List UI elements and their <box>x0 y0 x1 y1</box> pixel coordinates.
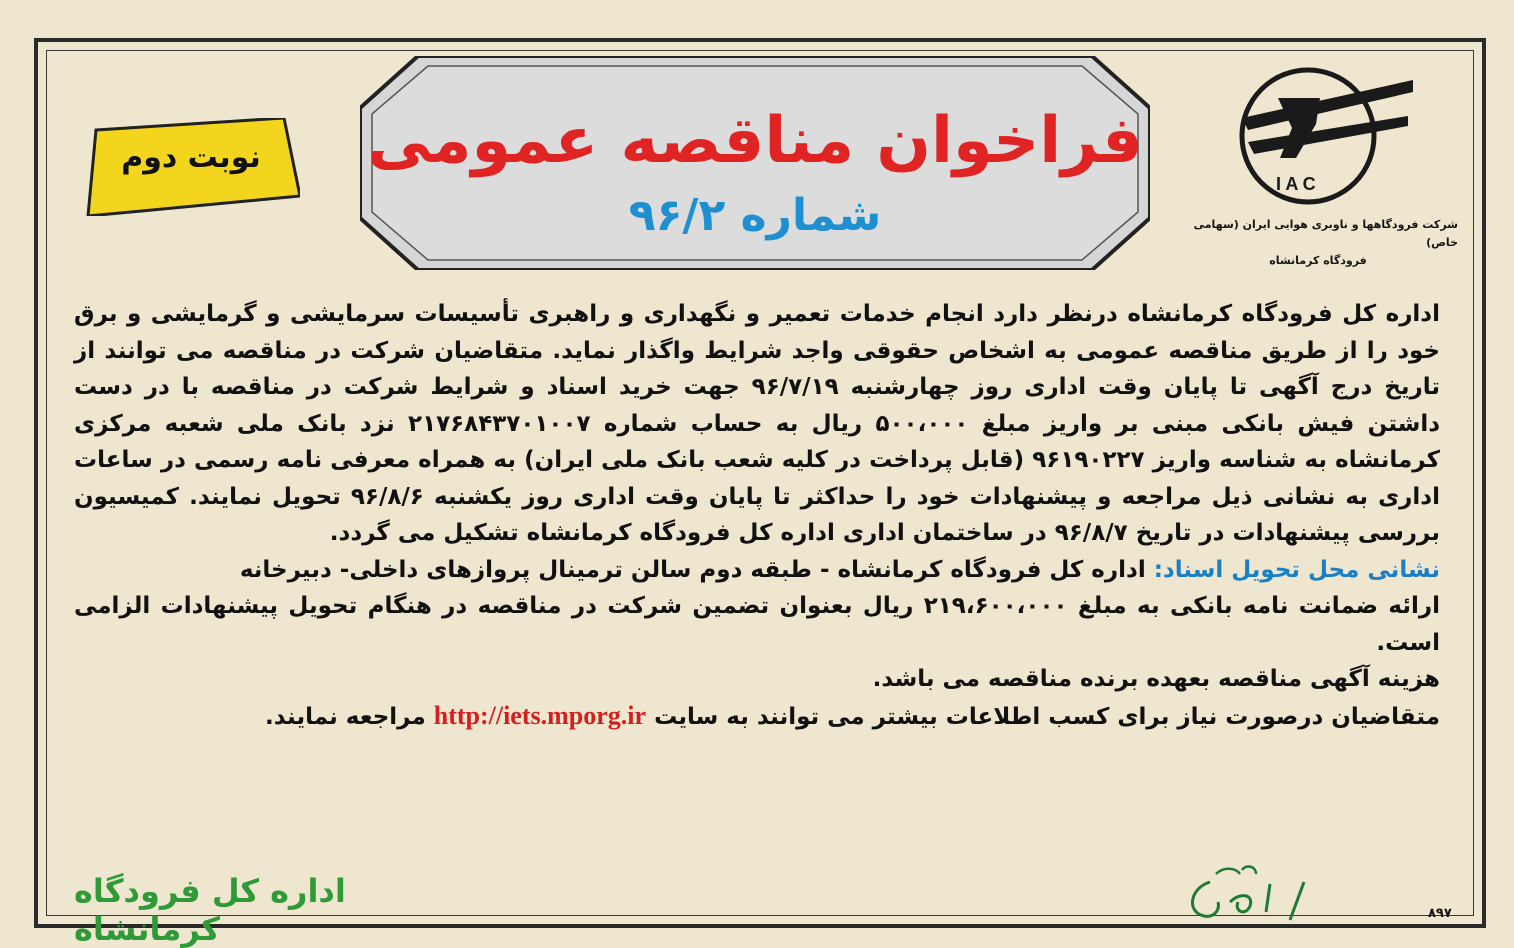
airplane-logo-icon <box>1208 58 1428 208</box>
paragraph-cost: هزینه آگهی مناقصه بعهده برنده مناقصه می باشد. <box>872 666 1440 692</box>
logo-caption <box>1178 216 1458 270</box>
paragraph-website <box>74 698 1440 736</box>
page-title: فراخوان مناقصه عمومی <box>367 104 1143 178</box>
badge-label: نوبت دوم <box>121 140 261 175</box>
signature-line: اداره کل فرودگاه کرمانشاه <box>74 872 346 948</box>
tender-number: شماره ۹۶/۲ <box>628 190 882 241</box>
website-text-after: مراجعه نمایند. <box>265 703 426 730</box>
paragraph-main: اداره کل فرودگاه کرمانشاه درنظر دارد انجام خدمات تعمیر و نگهداری و راهبری تأسیسات سرمایشی و گرمایشی و برق خود را از طریق مناقصه عمومی به اشخاص حقوقی واجد شرایط واگذار نماید. متقاضیان شرکت در مناقصه می توانند از تاریخ درج آگهی تا پایان وقت اداری روز چهارشنبه ۹۶/۷/۱۹ جهت خرید اسناد و شرایط شرکت در مناقصه با در دست داشتن فیش بانکی مبنی بر واریز مبلغ ۵۰۰،۰۰۰ ریال به حساب شماره ۲۱۷۶۸۴۳۷۰۱۰۰۷ نزد بانک ملی شعبه مرکزی کرمانشاه به شناسه واریز ۹۶۱۹۰۲۲۷ (قابل پرداخت در کلیه شعب بانک ملی ایران) به همراه معرفی نامه رسمی در ساعات اداری به نشانی ذیل مراجعه و پیشنهادات خود را حداکثر تا پایان وقت اداری روز یکشنبه ۹۶/۸/۶ تحویل نمایند. کمیسیون بررسی پیشنهادات در تاریخ ۹۶/۸/۷ در ساختمان اداری اداره کل فرودگاه کرمانشاه تشکیل می گردد. <box>74 301 1441 546</box>
website-link[interactable]: http://iets.mporg.ir <box>433 700 647 730</box>
announcement-body <box>74 296 1440 735</box>
airport-name: فرودگاه کرمانشاه <box>1269 254 1367 267</box>
paragraph-address <box>74 552 1440 589</box>
website-text-before: متقاضیان درصورت نیاز برای کسب اطلاعات بیشتر می توانند به سایت <box>654 703 1440 730</box>
address-text: اداره کل فرودگاه کرمانشاه - طبقه دوم سالن ترمینال پروازهای داخلی- دبیرخانه <box>239 556 1146 583</box>
round-badge <box>82 118 300 216</box>
paragraph-guarantee: ارائه ضمانت نامه بانکی به مبلغ ۲۱۹،۶۰۰،۰۰۰ ریال بعنوان تضمین شرکت در مناقصه در هنگام تحویل پیشنهادات الزامی است. <box>74 593 1440 656</box>
company-logo <box>1178 58 1458 268</box>
logo-letters: I A C <box>1276 174 1316 194</box>
handwritten-mark-icon <box>1180 862 1330 926</box>
title-banner <box>360 56 1150 270</box>
company-name: شرکت فرودگاهها و ناوبری هوایی ایران (سهامی خاص) <box>1193 218 1458 249</box>
page-number: ۸۹۷ <box>1428 906 1452 921</box>
address-label: نشانی محل تحویل اسناد: <box>1153 556 1440 583</box>
